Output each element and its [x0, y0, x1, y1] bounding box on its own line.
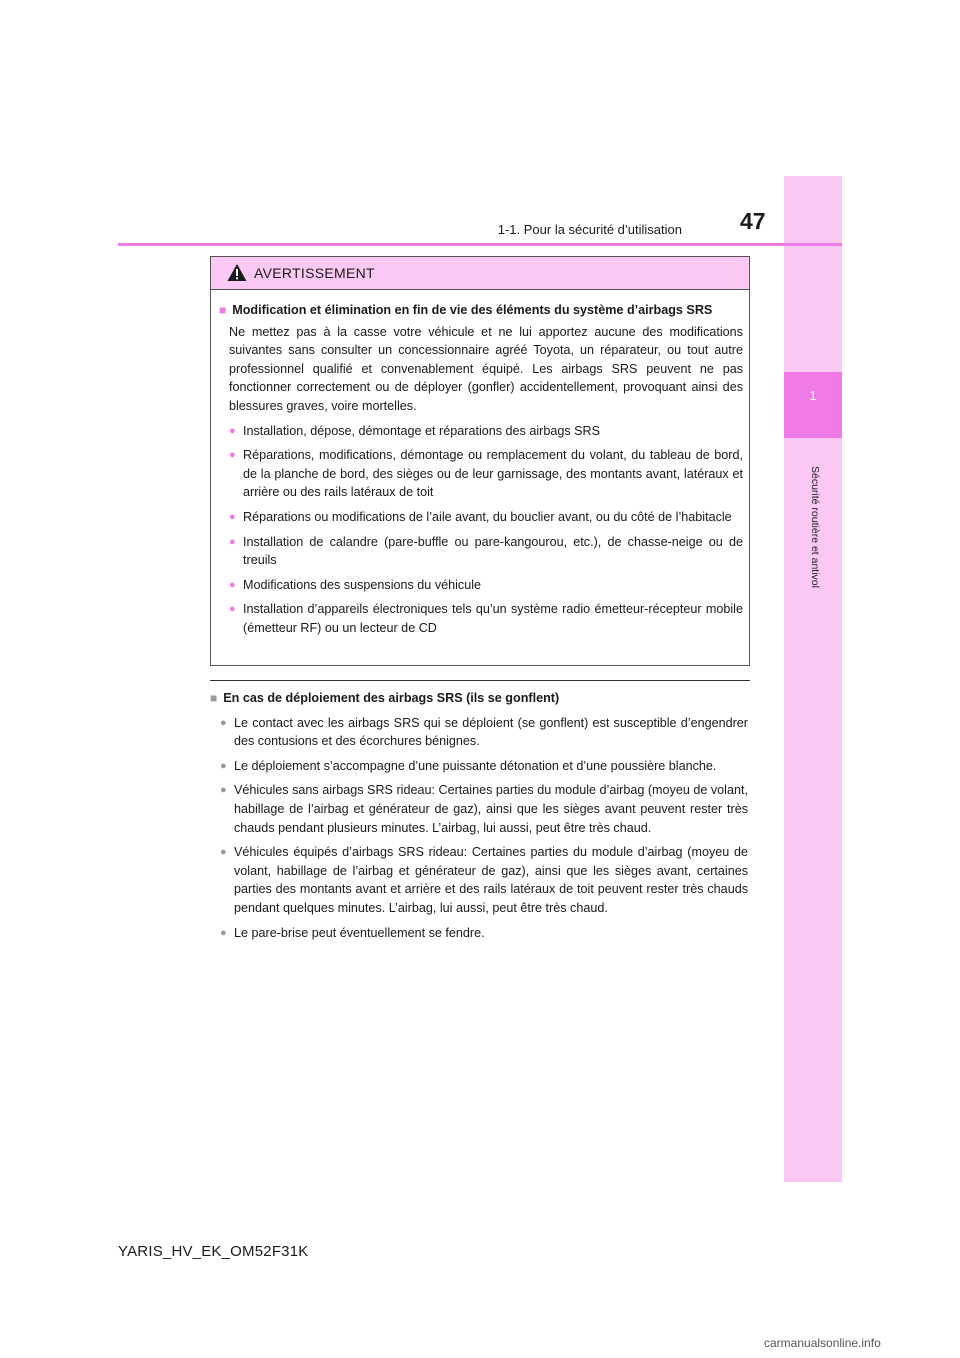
header-divider	[118, 243, 842, 246]
watermark: carmanualsonline.info	[764, 1336, 881, 1350]
square-bullet-icon: ■	[219, 303, 227, 317]
section-title: 1-1. Pour la sécurité d’utilisation	[497, 222, 682, 237]
warning-triangle-icon	[227, 263, 247, 282]
round-bullet-icon: ●	[220, 784, 227, 797]
section-divider	[210, 680, 750, 681]
list-item	[210, 924, 748, 943]
list-item-text: Modifications des suspensions du véhicule	[243, 577, 482, 592]
list-item	[219, 422, 743, 441]
chapter-side-strip	[784, 176, 842, 1182]
list-item	[219, 508, 743, 527]
section-heading-text: En cas de déploiement des airbags SRS (ils se gonflent)	[223, 691, 560, 705]
list-item-text: Réparations, modifications, démontage ou remplacement du volant, du tableau de bord, de la planche de bord, des sièges ou de leur garnissage, des montants avant, latéraux et arrière ou des rails latéraux de toit	[243, 448, 743, 500]
round-bullet-icon: ●	[220, 759, 227, 772]
round-bullet-icon: ●	[220, 926, 227, 939]
list-item	[219, 576, 743, 595]
round-bullet-icon: ●	[229, 535, 236, 548]
warning-body	[219, 301, 743, 638]
section-heading	[210, 689, 748, 708]
round-bullet-icon: ●	[220, 846, 227, 859]
round-bullet-icon: ●	[229, 578, 236, 591]
list-item	[210, 714, 748, 751]
list-item-text: Installation d’appareils électroniques tels qu’un système radio émetteur-récepteur mobile (émetteur RF) ou un lecteur de CD	[243, 602, 743, 635]
warning-title: AVERTISSEMENT	[254, 265, 375, 281]
warning-heading	[219, 301, 743, 320]
list-item-text: Le pare-brise peut éventuellement se fendre.	[234, 925, 485, 940]
list-item-text: Le contact avec les airbags SRS qui se déploient (se gonflent) est susceptible d’engendrer des contusions et des écorchures bénignes.	[234, 715, 748, 749]
round-bullet-icon: ●	[229, 603, 236, 616]
round-bullet-icon: ●	[220, 716, 227, 729]
list-item-text: Le déploiement s’accompagne d’une puissante détonation et d’une poussière blanche.	[234, 758, 717, 773]
chapter-number-box	[784, 372, 842, 438]
list-item	[210, 757, 748, 776]
airbag-deployment-section	[210, 689, 748, 942]
list-item-text: Véhicules sans airbags SRS rideau: Certaines parties du module d’airbag (moyeu de volant, habillage de l’airbag et générateur de gaz), ainsi que les sièges avant peuvent rester très chauds pendant plusieurs minutes. L’airbag, lui aussi, peut être très chaud.	[234, 783, 748, 835]
chapter-number: 1	[809, 388, 817, 403]
square-bullet-icon: ■	[210, 691, 218, 705]
warning-paragraph: Ne mettez pas à la casse votre véhicule et ne lui apportez aucune des modifications suivantes sans consulter un concessionnaire agréé Toyota, un réparateur, ou tout autre professionnel qualifié et convenablement équipé. Les airbags SRS peuvent ne pas fonctionner correctement ou de déployer (gonfler) accidentellement, provoquant ainsi des blessures graves, voire mortelles.	[229, 324, 743, 413]
list-item	[210, 781, 748, 837]
list-item	[219, 533, 743, 570]
round-bullet-icon: ●	[229, 424, 236, 437]
list-item-text: Installation de calandre (pare-buffle ou pare-kangourou, etc.), de chasse-neige ou de treuils	[243, 534, 743, 568]
list-item-text: Installation, dépose, démontage et réparations des airbags SRS	[243, 423, 601, 438]
document-code: YARIS_HV_EK_OM52F31K	[118, 1243, 309, 1260]
list-item	[210, 843, 748, 917]
list-item-text: Réparations ou modifications de l’aile avant, du bouclier avant, ou du côté de l’habitacle	[243, 509, 732, 524]
list-item	[219, 446, 743, 502]
list-item	[219, 600, 743, 637]
warning-box	[210, 256, 750, 666]
list-item-text: Véhicules équipés d’airbags SRS rideau: Certaines parties du module d’airbag (moyeu de volant, habillage de l’airbag et générateur de gaz), ainsi que les sièges avant, certaines parties des montants avant et arrière et des rails latéraux de toit peuvent rester très chauds pendant quelques minutes. L’airbag, lui aussi, peut être très chaud.	[234, 845, 748, 915]
page-number: 47	[740, 208, 766, 234]
round-bullet-icon: ●	[229, 510, 236, 523]
warning-header	[211, 257, 749, 290]
round-bullet-icon: ●	[229, 449, 236, 462]
warning-heading-text: Modification et élimination en fin de vie des éléments du système d’airbags SRS	[232, 303, 713, 317]
chapter-title: Sécurité routière et antivol	[809, 466, 821, 588]
